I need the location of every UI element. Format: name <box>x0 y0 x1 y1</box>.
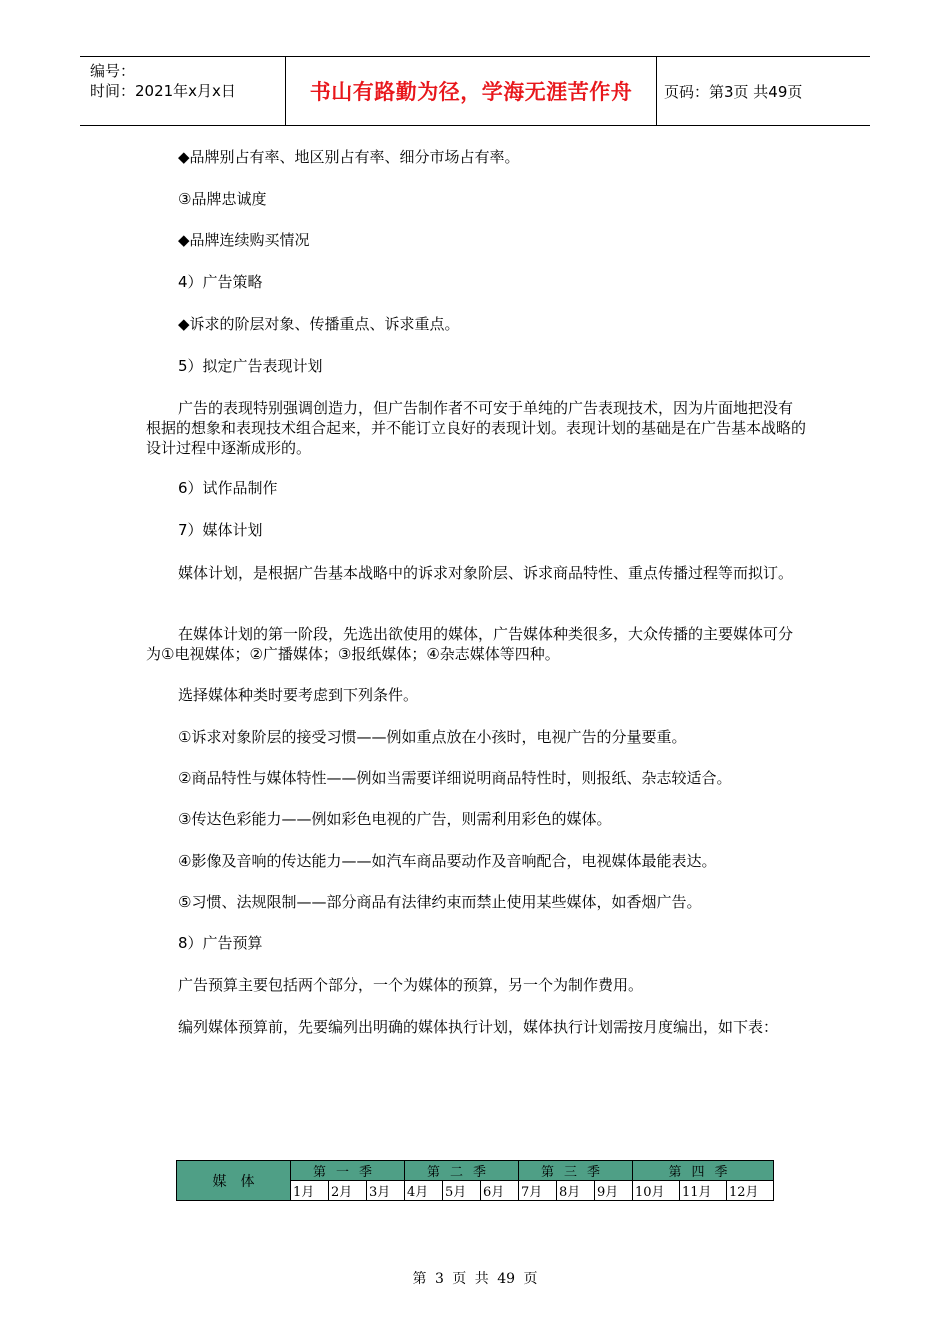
list-item: ④影像及音响的传达能力——如汽车商品要动作及音响配合，电视媒体最能表达。 <box>178 852 717 870</box>
paragraph: ◆品牌连续购买情况 <box>178 231 310 249</box>
month-cell: 5月 <box>443 1181 481 1201</box>
month-cell: 4月 <box>405 1181 443 1201</box>
month-cell: 7月 <box>519 1181 557 1201</box>
header-motto: 书山有路勤为径，学海无涯苦作舟 <box>285 57 657 125</box>
list-item: ③传达色彩能力——例如彩色电视的广告，则需利用彩色的媒体。 <box>178 810 612 828</box>
month-cell: 8月 <box>557 1181 595 1201</box>
section-heading: 4）广告策略 <box>178 273 263 291</box>
paragraph: 广告预算主要包括两个部分，一个为媒体的预算，另一个为制作费用。 <box>178 976 644 994</box>
month-cell: 12月 <box>727 1181 774 1201</box>
paragraph: 选择媒体种类时要考虑到下列条件。 <box>178 686 419 704</box>
header-meta <box>90 61 285 101</box>
header-page-number: 页码：第3页 共49页 <box>664 82 803 101</box>
page-header <box>80 56 870 126</box>
paragraph: 媒体计划，是根据广告基本战略中的诉求对象阶层、诉求商品特性、重点传播过程等而拟订。 <box>178 564 794 582</box>
page-footer: 第 3 页 共 49 页 <box>412 1271 538 1287</box>
section-heading: 5）拟定广告表现计划 <box>178 357 323 375</box>
media-header-cell: 媒体 <box>177 1161 291 1201</box>
quarter-header: 第三季 <box>519 1161 633 1181</box>
month-cell: 2月 <box>329 1181 367 1201</box>
section-heading: 8）广告预算 <box>178 934 263 952</box>
month-cell: 9月 <box>595 1181 633 1201</box>
media-plan-table <box>176 1160 774 1201</box>
quarter-header: 第一季 <box>291 1161 405 1181</box>
month-cell: 1月 <box>291 1181 329 1201</box>
month-cell: 11月 <box>680 1181 727 1201</box>
month-cell: 6月 <box>481 1181 519 1201</box>
paragraph: 广告的表现特别强调创造力，但广告制作者不可安于单纯的广告表现技术，因为片面地把没有根据的想象和表现技术组合起来，并不能订立良好的表现计划。表现计划的基础是在广告基本战略的设计过程中逐渐成形的。 <box>146 399 807 457</box>
paragraph: 编列媒体预算前，先要编列出明确的媒体执行计划，媒体执行计划需按月度编出，如下表： <box>178 1018 779 1036</box>
paragraph: ◆品牌别占有率、地区别占有率、细分市场占有率。 <box>178 148 520 166</box>
section-heading: 7）媒体计划 <box>178 521 263 539</box>
month-cell: 3月 <box>367 1181 405 1201</box>
paragraph: ③品牌忠诚度 <box>178 190 267 208</box>
section-heading: 6）试作品制作 <box>178 479 278 497</box>
media-plan-table-wrapper <box>176 1160 774 1201</box>
list-item: ①诉求对象阶层的接受习惯——例如重点放在小孩时，电视广告的分量要重。 <box>178 728 687 746</box>
list-item: ②商品特性与媒体特性——例如当需要详细说明商品特性时，则报纸、杂志较适合。 <box>178 769 732 787</box>
quarter-header: 第四季 <box>633 1161 774 1181</box>
document-time-label: 时间：2021年x月x日 <box>90 82 236 100</box>
paragraph: ◆诉求的阶层对象、传播重点、诉求重点。 <box>178 315 460 333</box>
document-number-label: 编号： <box>90 62 136 80</box>
list-item: ⑤习惯、法规限制——部分商品有法律约束而禁止使用某些媒体，如香烟广告。 <box>178 893 702 911</box>
month-cell: 10月 <box>633 1181 680 1201</box>
quarter-header: 第二季 <box>405 1161 519 1181</box>
paragraph: 在媒体计划的第一阶段，先选出欲使用的媒体，广告媒体种类很多，大众传播的主要媒体可分为①电视媒体；②广播媒体；③报纸媒体；④杂志媒体等四种。 <box>146 625 794 663</box>
